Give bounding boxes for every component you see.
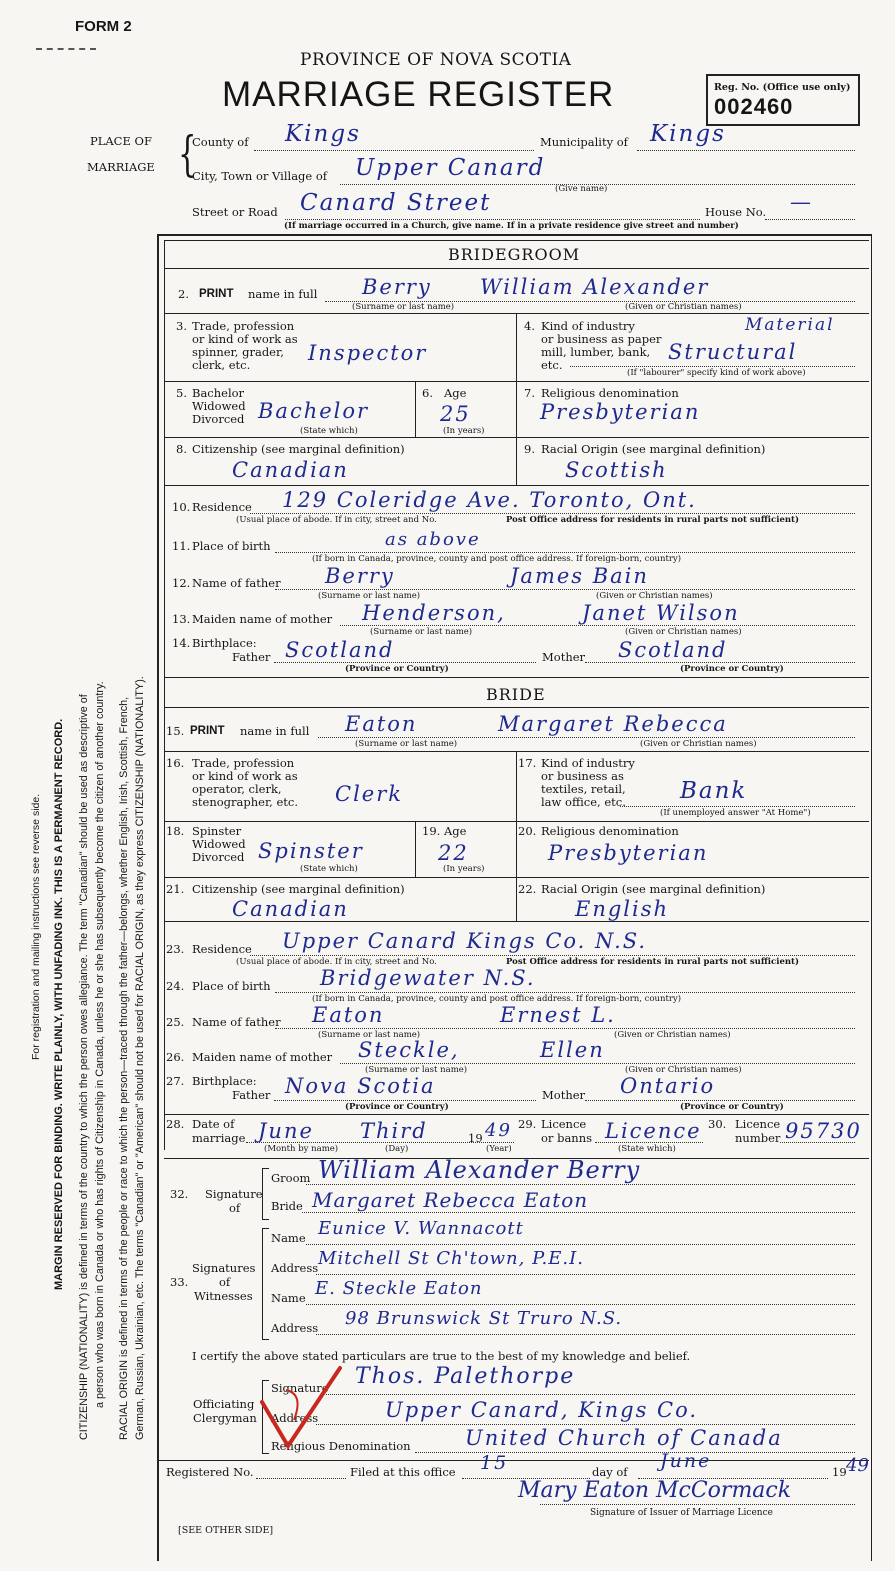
form-dash bbox=[36, 48, 96, 50]
bride-signature: Margaret Rebecca Eaton bbox=[312, 1188, 589, 1212]
groom-trade-label: Trade, profession or kind of work as spinner, grader, clerk, etc. bbox=[192, 319, 298, 372]
county-value: Kings bbox=[285, 121, 361, 147]
groom-father-surname: Berry bbox=[325, 564, 395, 588]
groom-mother-given: Janet Wilson bbox=[582, 601, 740, 625]
groom-heading: BRIDEGROOM bbox=[448, 245, 581, 264]
groom-father-given: James Bain bbox=[510, 564, 649, 588]
bride-status-value: Spinster bbox=[258, 839, 364, 863]
bride-father-surname: Eaton bbox=[312, 1003, 385, 1027]
bride-birthplace-value: Bridgewater N.S. bbox=[320, 966, 536, 990]
margin-line-1: For registration and mailing instructions see reverse side. bbox=[30, 793, 42, 1060]
place-heading-1: PLACE OF bbox=[90, 134, 152, 148]
bride-mother-surname: Steckle, bbox=[358, 1038, 460, 1062]
margin-line-2: MARGIN RESERVED FOR BINDING. WRITE PLAINLY, WITH UNFADING INK. THIS IS A PERMANENT RECORD. bbox=[53, 718, 65, 1290]
margin-line-3: CITIZENSHIP (NATIONALITY) is defined in terms of the country to which the person owes allegiance. The term "Canadian" should be used as descriptive of bbox=[78, 694, 90, 1440]
groom-mother-birthplace: Scotland bbox=[618, 638, 728, 662]
city-label: City, Town or Village of bbox=[192, 169, 328, 183]
house-value: — bbox=[790, 190, 813, 214]
place-note: (If marriage occurred in a Church, give name. If in a private residence give street and number) bbox=[284, 221, 739, 231]
groom-religion-value: Presbyterian bbox=[540, 400, 701, 424]
red-check-mark bbox=[252, 1360, 352, 1450]
margin-line-4: a person who was born in Canada or who has rights of Citizenship in Canada, unless he or she has subsequently become the citizen of another country. bbox=[94, 681, 106, 1408]
bride-religion-value: Presbyterian bbox=[548, 841, 709, 865]
groom-signature: William Alexander Berry bbox=[318, 1156, 641, 1184]
margin-line-6: German, Russian, Ukrainian, etc. The terms "Canadian" or "American" should not be used for RACIAL ORIGIN, as they express CITIZENSHIP (NATIONALITY). bbox=[134, 676, 146, 1440]
groom-father-birthplace: Scotland bbox=[285, 638, 395, 662]
bride-racial-origin-value: English bbox=[575, 897, 670, 921]
filed-month-value: June bbox=[660, 1450, 712, 1472]
place-heading-2: MARRIAGE bbox=[87, 160, 155, 174]
bride-surname: Eaton bbox=[345, 712, 418, 736]
groom-mother-surname: Henderson, bbox=[362, 601, 506, 625]
groom-industry-value-1: Material bbox=[745, 315, 835, 335]
filed-day-value: 15 bbox=[480, 1452, 509, 1474]
house-label: House No. bbox=[705, 205, 767, 219]
clergyman-signature: Thos. Palethorpe bbox=[355, 1364, 576, 1389]
reg-no-value: 002460 bbox=[714, 94, 794, 119]
marriage-year: 49 bbox=[485, 1120, 512, 1141]
witness-2-name: E. Steckle Eaton bbox=[315, 1278, 483, 1299]
bride-given-names: Margaret Rebecca bbox=[498, 712, 728, 736]
municipality-value: Kings bbox=[650, 121, 726, 147]
groom-given-names: William Alexander bbox=[480, 275, 710, 299]
county-label: County of bbox=[192, 135, 249, 149]
margin-line-5: RACIAL ORIGIN is defined in terms of the people or race to which the person—traced through the father—belongs, whether English, Irish, Scottish, French, bbox=[118, 696, 130, 1440]
filed-year-value: 49 bbox=[846, 1455, 869, 1476]
groom-age-value: 25 bbox=[440, 402, 471, 426]
place-brace: { bbox=[178, 126, 197, 182]
bride-citizenship-value: Canadian bbox=[232, 897, 349, 921]
groom-status-value: Bachelor bbox=[258, 399, 370, 423]
groom-industry-value-2: Structural bbox=[668, 340, 798, 364]
groom-surname: Berry bbox=[362, 275, 432, 299]
marriage-month: June bbox=[258, 1119, 314, 1143]
form-label: FORM 2 bbox=[75, 18, 132, 35]
groom-industry-label: Kind of industry or business as paper mill, lumber, bank, etc. bbox=[541, 319, 662, 372]
groom-trade-value: Inspector bbox=[308, 341, 428, 365]
bride-residence-value: Upper Canard Kings Co. N.S. bbox=[282, 929, 648, 953]
reg-no-label: Reg. No. (Office use only) bbox=[714, 82, 851, 93]
licence-or-banns-value: Licence bbox=[605, 1119, 702, 1143]
bride-industry-value: Bank bbox=[680, 778, 748, 804]
issuer-signature: Mary Eaton McCormack bbox=[518, 1478, 792, 1503]
witness-1-address: Mitchell St Ch'town, P.E.I. bbox=[318, 1248, 584, 1269]
witness-2-address: 98 Brunswick St Truro N.S. bbox=[345, 1308, 623, 1329]
marriage-day: Third bbox=[360, 1119, 428, 1143]
groom-birthplace-value: as above bbox=[385, 529, 481, 550]
groom-racial-origin-value: Scottish bbox=[565, 458, 668, 482]
city-value: Upper Canard bbox=[355, 155, 546, 181]
bride-trade-value: Clerk bbox=[335, 782, 403, 806]
groom-residence-value: 129 Coleridge Ave. Toronto, Ont. bbox=[282, 488, 697, 512]
witness-1-name: Eunice V. Wannacott bbox=[318, 1218, 524, 1239]
province-heading: PROVINCE OF NOVA SCOTIA bbox=[300, 50, 572, 70]
municipality-label: Municipality of bbox=[540, 135, 628, 149]
groom-citizenship-value: Canadian bbox=[232, 458, 349, 482]
bride-age-value: 22 bbox=[438, 841, 469, 865]
bride-heading: BRIDE bbox=[486, 685, 546, 704]
page-title: MARRIAGE REGISTER bbox=[222, 75, 615, 114]
street-label: Street or Road bbox=[192, 205, 278, 219]
bride-father-birthplace: Nova Scotia bbox=[285, 1074, 436, 1098]
give-name-hint: (Give name) bbox=[555, 184, 608, 194]
bride-mother-given: Ellen bbox=[540, 1038, 605, 1062]
clergyman-address: Upper Canard, Kings Co. bbox=[385, 1398, 699, 1422]
reg-no-box bbox=[706, 74, 860, 126]
certification-statement: I certify the above stated particulars are true to the best of my knowledge and belief. bbox=[192, 1349, 691, 1363]
licence-number-value: 95730 bbox=[785, 1119, 862, 1143]
bride-father-given: Ernest L. bbox=[500, 1003, 616, 1027]
bride-mother-birthplace: Ontario bbox=[620, 1074, 716, 1098]
clergyman-denomination: United Church of Canada bbox=[465, 1426, 783, 1450]
street-value: Canard Street bbox=[300, 190, 492, 216]
see-other-side: [SEE OTHER SIDE] bbox=[178, 1525, 274, 1536]
